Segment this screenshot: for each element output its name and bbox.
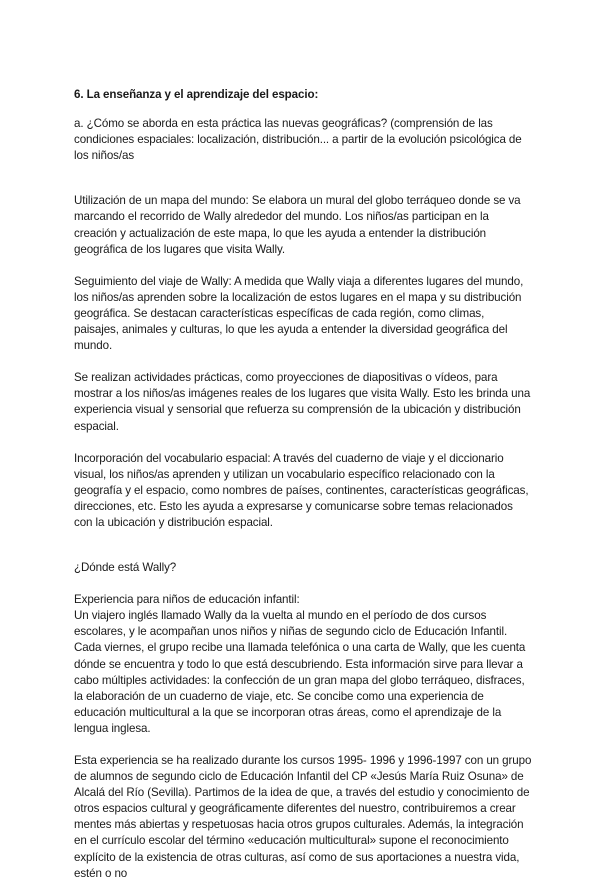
section-heading: 6. La enseñanza y el aprendizaje del espacio:	[74, 88, 319, 101]
paragraph-spatial-vocabulary: Incorporación del vocabulario espacial: A través del cuaderno de viaje y el diccionario visual, los niños/as aprenden y utilizan un vocabulario específico relacionado con la geografía y el espacio, como nombres de países, continentes, características geográficas, direcciones, etc. Esto les ayuda a expresarse y comunicarse sobre temas relacionados con la ubicación y distribución espacial.	[74, 451, 529, 529]
paragraph-practical-activities: Se realizan actividades prácticas, como proyecciones de diapositivas o vídeos, para mostrar a los niños/as imágenes reales de los lugares que visita Wally. Esto les brinda una experiencia visual y sensorial que refuerza su comprensión de la ubicación y distribución espacial.	[74, 371, 531, 433]
paragraph-world-map: Utilización de un mapa del mundo: Se elabora un mural del globo terráqueo donde se va marcando el recorrido de Wally alrededor del mundo. Los niños/as participan en la creación y actualización de este mapa, lo que les ayuda a entender la distribución geográfica de los lugares que visita Wally.	[74, 194, 521, 256]
experience-text: Un viajero inglés llamado Wally da la vuelta al mundo en el período de dos cursos escolares, y le acompañan unos niños y niñas de segundo ciclo de Educación Infantil. Cada viernes, el grupo recibe una llamada telefónica o una carta de Wally, que les cuenta dónde se encuentra y todo lo que está descubriendo. Esta información sirve para llevar a cabo múltiples actividades: la confección de un gran mapa del globo terráqueo, disfraces, la elaboración de un cuaderno de viaje, etc. Se concibe como una experiencia de educación multicultural a la que se incorporan otras áreas, como el aprendizaje de la lengua inglesa.	[74, 609, 526, 735]
final-paragraph: Esta experiencia se ha realizado durante los cursos 1995- 1996 y 1996-1997 con un grupo de alumnos de segundo ciclo de Educación Infantil del CP «Jesús María Ruiz Osuna» de Alcalá del Río (Sevilla). Partimos de la idea de que, a través del estudio y conocimiento de otros espacios cultural y geográficamente diferentes del nuestro, contribuiremos a crear mentes más abiertas y respetuosas hacia otros grupos culturales. Además, la integración en el currículo escolar del término «educación multicultural» supone el reconocimiento explícito de la existencia de otras culturas, así como de sus aportaciones a nuestra vida, estén o no	[74, 754, 532, 880]
subtitle-where-is-wally: ¿Dónde está Wally?	[74, 561, 177, 575]
experience-title: Experiencia para niños de educación infantil:	[74, 593, 300, 607]
document-body	[74, 87, 532, 882]
guiding-question: a. ¿Cómo se aborda en esta práctica las nuevas geográficas? (comprensión de las condiciones espaciales: localización, distribución... a partir de la evolución psicológica de los niños/as	[74, 117, 522, 163]
paragraph-wally-journey: Seguimiento del viaje de Wally: A medida que Wally viaja a diferentes lugares del mundo, los niños/as aprenden sobre la localización de estos lugares en el mapa y su distribución geográfica. Se destacan características específicas de cada región, como climas, paisajes, animales y culturas, lo que les ayuda a entender la diversidad geográfica del mundo.	[74, 274, 524, 353]
